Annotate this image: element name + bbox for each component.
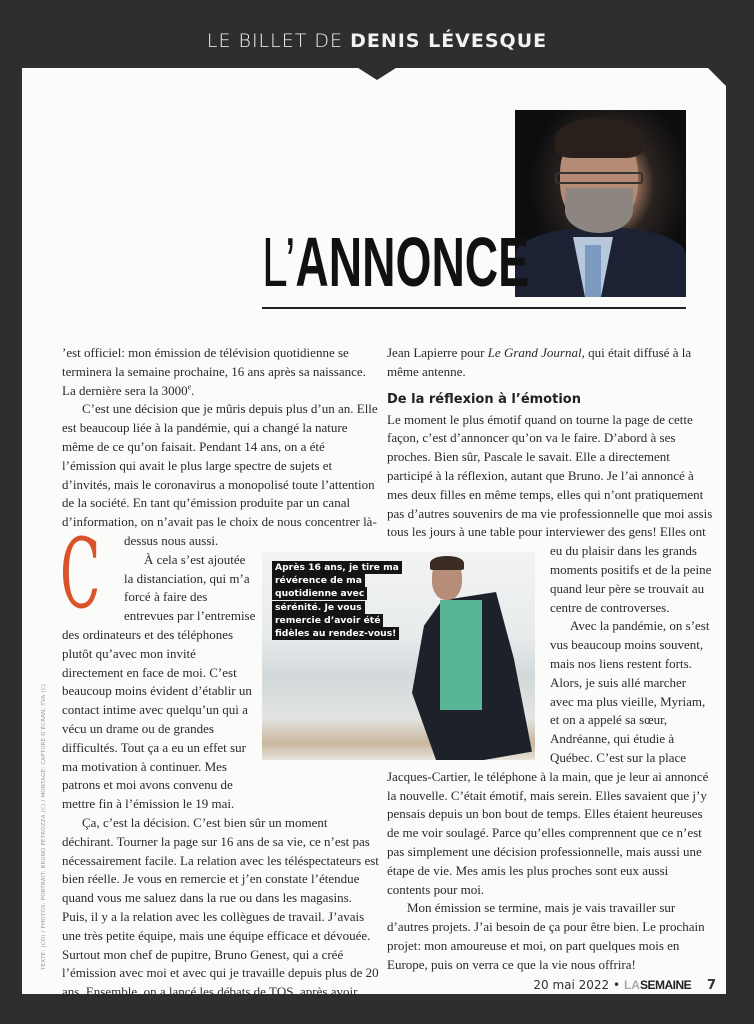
subheading: De la réflexion à l’émotion [387, 391, 581, 407]
paragraph-2: C’est une décision que je mûris depuis plus d’un an. Elle est beaucoup liée à la pandémie, qui a changé la nature même de ce qu’on faisait. Pendant 14 ans, on a été l’émission qui avait le plus large spectre de sujets et d’invités, mais le coronavirus a monopolisé toute l’attention de la société. En tant qu’émission produite par un canal d’information, on n’avait pas le choix de nous concentrer là-dessus nous aussi. [62, 401, 378, 548]
paragraph-5-end: les grands moments positifs et de la peine quand leur père se trouvait au centre de controverses. [550, 543, 712, 615]
author-portrait-photo [515, 110, 686, 297]
page-number: 7 [706, 978, 716, 993]
section-header [0, 30, 754, 52]
paragraph-1 [62, 344, 380, 400]
photo-caption-text: Après 16 ans, je tire ma révérence de ma quotidienne avec sérénité. Je vous remercie d’avoir été fidèles au rendez-vous! [272, 561, 402, 640]
paragraph-5-start: Le moment le plus émotif quand on tourne la page de cette façon, c’est d’annoncer qu’on va le faire. D’abord à ses proches. Bien sûr, Pascale le savait. Elle a directement participé à la réflexion, autant que Bruno. Je l’ai annoncé à mes deux filles en même temps, elles qui n’ont pratiquement pas d’autres souvenirs de ma vie professionnelle que moi assis tous les jours à une table pour interviewer des gens! Elles ont eu du plaisir dans [387, 411, 713, 559]
brand-la: LA [623, 978, 640, 992]
paragraph-4-rest: sûr un moment déchirant. Tourner la page sur 16 ans de sa vie, ce n’est pas nécessairement facile. La relation avec les téléspectateurs est bien réelle. Je vous en remercie et j’en constate l’étendue quand vous me saluez dans la rue ou dans les magasins. Puis, il y a la relation avec les collègues de travail. J’avais une très petite équipe, mais une équipe efficace et dévouée. Surtout mon chef de pupitre, Bruno Genest, qui a créé l’émission avec moi et avec qui je travaille depuis plus de 20 ans. Ensemble, on a lancé les débats de TQS, après avoir tous deux travaillé avec [62, 814, 379, 1018]
photo-spacer [256, 540, 380, 786]
footer-separator: • [613, 978, 621, 992]
drop-cap-box [60, 518, 124, 630]
title-article: L’ [262, 223, 296, 301]
title-divider [262, 307, 686, 309]
p4-right-a: Jean Lapierre pour [387, 345, 488, 360]
p1-sup: e [187, 382, 192, 392]
header-author: DENIS LÉVESQUE [350, 30, 548, 52]
paragraph-4-start: Ça, c’est la décision. C’est bien [82, 814, 247, 830]
drop-cap: C [60, 518, 101, 630]
issue-date: 20 mai 2022 [533, 978, 610, 992]
paragraph-3: À cela s’est ajoutée la distanciation, qui m’a forcé à faire des entrevues par l’entremise des ordinateurs et des téléphones plutôt qu’avec mon invité directement en face de moi. C’est beaucoup moins évident d’établir un contact intime avec quelqu’un qui a vécu un drame ou de grandes difficultés. Tout ça a eu un effet sur ma motivation à continuer. Mes patrons et moi avons convenu de mettre fin à l’émission le 19 mai. [62, 551, 256, 812]
p1-end: . [191, 382, 195, 398]
article-title [262, 222, 529, 302]
header-prefix: LE BILLET DE [206, 30, 344, 52]
brand-name: SEMAINE [639, 978, 692, 992]
left-column [62, 344, 380, 1021]
paragraph-6-start: Avec la pandémie, on s’est vus beaucoup moins souvent, mais nos liens restent forts. Alors, je suis allé marcher avec ma plus vieille, Myriam, et on a appelé sa sœur, Andréanne, qui étudie à Québec. C’est sur la place Jacques-Cartier, le [387, 618, 710, 784]
paragraph-4 [62, 814, 380, 1021]
paragraph-6-rest: téléphone à la main, que je leur ai annoncé la nouvelle. C’était émotif, mais serein. Elles savaient que j’y pensais depuis un bon bout de temps. Elles étaient heureuses de me voir soulagé. Parce qu’elles comprennent que ce n’est pas simplement une décision professionnelle, mais aussi une étape de vie. Mes amis les plus proches sont eux aussi contents pour moi. [387, 768, 709, 897]
page-footer [533, 978, 716, 993]
header-notch [355, 66, 399, 80]
paragraph-7: Mon émission se termine, mais je vais travailler sur d’autres projets. J’ai besoin de ça pour être bien. Le prochain projet: mon amoureuse et moi, on part quelques mois en Europe, puis on verra ce que la vie nous offrira! [387, 900, 705, 972]
photo-spacer [387, 552, 550, 764]
page-corner [706, 66, 728, 88]
p1-text: ’est officiel: mon émission de télévision quotidienne se terminera la semaine prochaine, 16 ans après sa naissance. La dernière sera la 3000 [62, 345, 366, 398]
photo-credit: TEXTE: (CO) / PHOTOS: PORTRAIT: BRUNO PETROZZA (C) / MONTAGE: CAPTURE D’ÉCRAN, TVA (C) [41, 683, 47, 970]
p4-right-b: , qui était diffusé à la même antenne. [387, 345, 692, 379]
right-column [387, 344, 713, 975]
paragraph-4-end [387, 344, 713, 382]
show-title: Le Grand Journal [487, 345, 582, 360]
title-word: ANNONCE [295, 223, 529, 301]
